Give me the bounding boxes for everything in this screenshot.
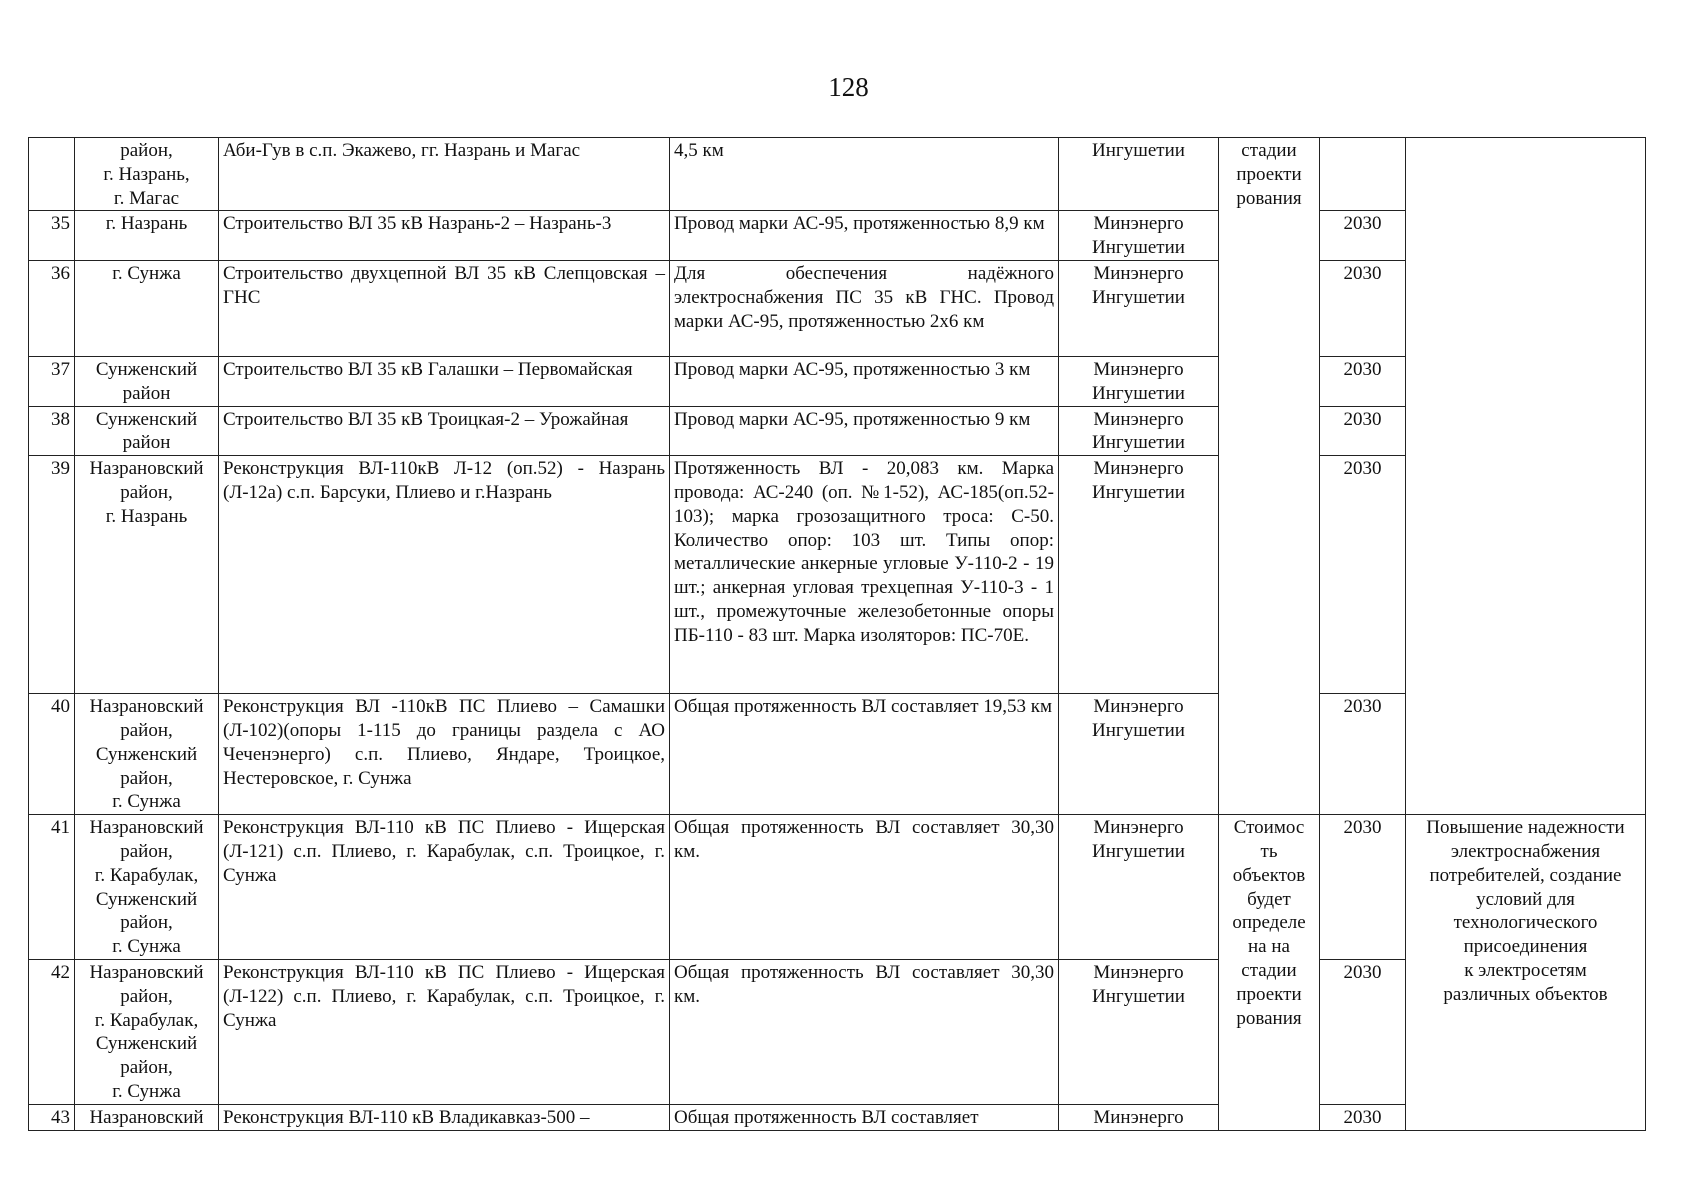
responsible-cell: Минэнерго Ингушетии [1059,694,1219,815]
row-number: 43 [29,1104,75,1130]
location-cell: Назрановский район, г. Карабулак, Сунженский район, г. Сунжа [75,815,219,960]
location-cell: Назрановский район, Сунженский район, г. Сунжа [75,694,219,815]
object-name-cell: Строительство ВЛ 35 кВ Назрань-2 – Назрань-3 [219,211,670,261]
description-cell: Общая протяженность ВЛ составляет 30,30 км. [670,959,1059,1104]
table-row [29,1104,1646,1130]
description-cell: Провод марки АС-95, протяженностью 8,9 км [670,211,1059,261]
location-cell: г. Сунжа [75,260,219,356]
row-number: 35 [29,211,75,261]
cost-note-cell: стадии проекти рования [1219,138,1320,815]
year-cell: 2030 [1320,260,1406,356]
location-cell: Назрановский [75,1104,219,1130]
infrastructure-table [28,137,1646,1131]
object-name-cell: Аби-Гув в с.п. Экажево, гг. Назрань и Магас [219,138,670,211]
object-name-cell: Реконструкция ВЛ-110 кВ ПС Плиево - Ищерская (Л-122) с.п. Плиево, г. Карабулак, с.п. Троицкое, г. Сунжа [219,959,670,1104]
responsible-cell: Минэнерго [1059,1104,1219,1130]
description-cell: Общая протяженность ВЛ составляет [670,1104,1059,1130]
description-cell: Общая протяженность ВЛ составляет 30,30 км. [670,815,1059,960]
year-cell: 2030 [1320,959,1406,1104]
table-row [29,211,1646,261]
table-row [29,138,1646,211]
table-row [29,356,1646,406]
row-number: 40 [29,694,75,815]
row-number: 42 [29,959,75,1104]
goal-cell-empty [1406,138,1646,815]
row-number: 39 [29,456,75,694]
location-cell: Сунженский район [75,406,219,456]
page-number: 128 [828,72,869,102]
year-cell: 2030 [1320,815,1406,960]
description-cell: Провод марки АС-95, протяженностью 9 км [670,406,1059,456]
year-cell: 2030 [1320,456,1406,694]
responsible-cell: Минэнерго Ингушетии [1059,815,1219,960]
table-row [29,815,1646,960]
year-cell: 2030 [1320,406,1406,456]
object-name-cell: Реконструкция ВЛ-110кВ Л-12 (оп.52) - Назрань (Л-12а) с.п. Барсуки, Плиево и г.Назрань [219,456,670,694]
row-number: 41 [29,815,75,960]
location-cell: Назрановский район, г. Назрань [75,456,219,694]
responsible-cell: Минэнерго Ингушетии [1059,456,1219,694]
table-row [29,959,1646,1104]
location-cell: Назрановский район, г. Карабулак, Сунженский район, г. Сунжа [75,959,219,1104]
table-row [29,260,1646,356]
object-name-cell: Строительство ВЛ 35 кВ Галашки – Первомайская [219,356,670,406]
object-name-cell: Реконструкция ВЛ -110кВ ПС Плиево – Самашки (Л-102)(опоры 1-115 до границы раздела с АО Чеченэнерго) с.п. Плиево, Яндаре, Троицкое, Нестеровское, г. Сунжа [219,694,670,815]
description-cell: Протяженность ВЛ - 20,083 км. Марка провода: АС-240 (оп. №1-52), АС-185(оп.52-103); марка грозозащитного троса: С-50. Количество опор: 103 шт. Типы опор: металлические анкерные угловые У-110-2 - 19 шт.; анкерная угловая трехцепная У-110-3 - 1 шт., промежуточные железобетонные опоры ПБ-110 - 83 шт. Марка изоляторов: ПС-70Е. [670,456,1059,694]
row-number: 37 [29,356,75,406]
table-row [29,456,1646,694]
row-number: 38 [29,406,75,456]
responsible-cell: Минэнерго Ингушетии [1059,959,1219,1104]
location-cell: г. Назрань [75,211,219,261]
responsible-cell: Минэнерго Ингушетии [1059,356,1219,406]
object-name-cell: Строительство ВЛ 35 кВ Троицкая-2 – Урожайная [219,406,670,456]
location-cell: район, г. Назрань, г. Магас [75,138,219,211]
row-number: 36 [29,260,75,356]
object-name-cell: Реконструкция ВЛ-110 кВ Владикавказ-500 – [219,1104,670,1130]
goal-cell: Повышение надежности электроснабжения потребителей, создание условий для технологического присоединения к электросетям различных объектов [1406,815,1646,1130]
location-cell: Сунженский район [75,356,219,406]
description-cell: Общая протяженность ВЛ составляет 19,53 км [670,694,1059,815]
description-cell: Для обеспечения надёжного электроснабжения ПС 35 кВ ГНС. Провод марки АС-95, протяженностью 2х6 км [670,260,1059,356]
row-number [29,138,75,211]
year-cell: 2030 [1320,694,1406,815]
year-cell: 2030 [1320,1104,1406,1130]
description-cell: Провод марки АС-95, протяженностью 3 км [670,356,1059,406]
responsible-cell: Минэнерго Ингушетии [1059,211,1219,261]
responsible-cell: Минэнерго Ингушетии [1059,406,1219,456]
object-name-cell: Реконструкция ВЛ-110 кВ ПС Плиево - Ищерская (Л-121) с.п. Плиево, г. Карабулак, с.п. Троицкое, г. Сунжа [219,815,670,960]
table-row [29,694,1646,815]
cost-note-cell: Стоимос ть объектов будет определе на на стадии проекти рования [1219,815,1320,1130]
year-cell: 2030 [1320,356,1406,406]
description-cell: 4,5 км [670,138,1059,211]
year-cell: 2030 [1320,211,1406,261]
object-name-cell: Строительство двухцепной ВЛ 35 кВ Слепцовская – ГНС [219,260,670,356]
responsible-cell: Минэнерго Ингушетии [1059,260,1219,356]
responsible-cell: Ингушетии [1059,138,1219,211]
table-row [29,406,1646,456]
year-cell [1320,138,1406,211]
